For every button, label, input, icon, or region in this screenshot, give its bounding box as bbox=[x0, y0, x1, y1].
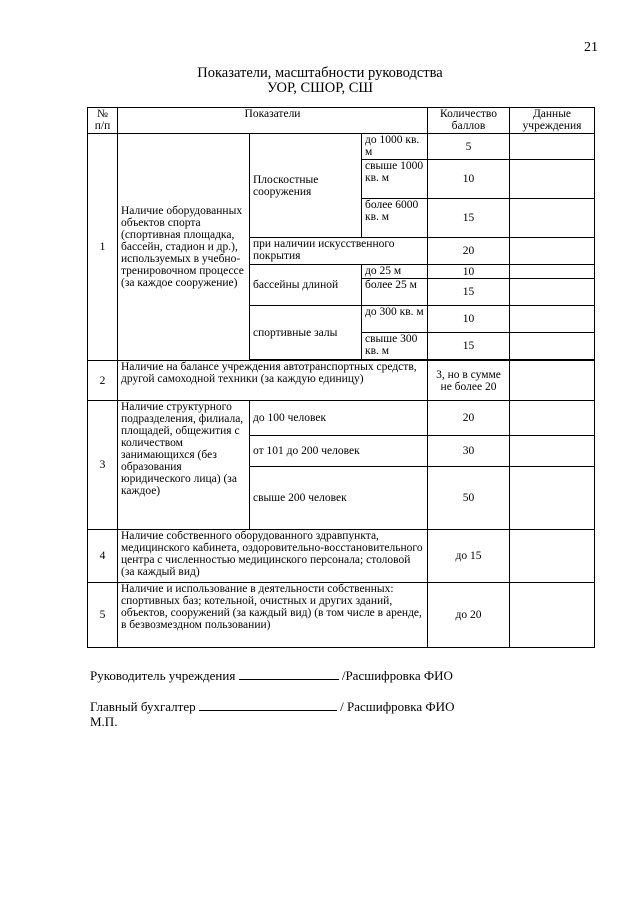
row-5-num: 5 bbox=[88, 583, 118, 648]
head-signature-line bbox=[90, 667, 453, 684]
accountant-label: Главный бухгалтер bbox=[90, 699, 196, 714]
page-number: 21 bbox=[584, 40, 598, 55]
row-1-pools-points-1: 10 bbox=[428, 265, 510, 279]
row-1-data-6[interactable] bbox=[510, 279, 595, 306]
row-5-desc: Наличие и использование в деятельности собственных: спортивных баз; котельной, очистных и других зданий, объектов, сооружений (за каждый вид) (в том числе в аренде, в безвозмездном пользовании) bbox=[118, 583, 428, 648]
row-1-flat-size-3: более 6000 кв. м bbox=[362, 199, 428, 238]
header-data: Данные учреждения bbox=[510, 108, 595, 134]
table-row bbox=[88, 583, 595, 648]
table-row bbox=[88, 530, 595, 583]
row-1-flat-size-2: свыше 1000 кв. м bbox=[362, 160, 428, 199]
title-line-2: УОР, СШОР, СШ bbox=[266, 80, 374, 96]
page-title bbox=[0, 66, 640, 96]
row-2-desc: Наличие на балансе учреждения автотранспортных средств, другой самоходной техники (за каждую единицу) bbox=[118, 361, 428, 401]
head-signature-field[interactable] bbox=[239, 667, 339, 680]
row-3-desc: Наличие структурного подразделения, филиала, площадей, общежития с количеством занимающихся (без образования юридического лица) (за каждое) bbox=[118, 401, 250, 530]
row-1-flat-points-3: 15 bbox=[428, 199, 510, 238]
row-1-flat-size-1: до 1000 кв. м bbox=[362, 134, 428, 160]
row-3-num: 3 bbox=[88, 401, 118, 530]
title-line-1: Показатели, масштабности руководства bbox=[197, 65, 443, 81]
row-4-desc: Наличие собственного оборудованного здравпункта, медицинского кабинета, оздоровительно-восстановительного центра с численностью медицинского персонала; столовой (за каждый вид) bbox=[118, 530, 428, 583]
row-1-artificial-points: 20 bbox=[428, 238, 510, 265]
row-1-data-2[interactable] bbox=[510, 160, 595, 199]
row-1-pools-points-2: 15 bbox=[428, 279, 510, 306]
row-1-data-1[interactable] bbox=[510, 134, 595, 160]
accountant-signature-line bbox=[90, 698, 454, 715]
indicators-table bbox=[87, 107, 595, 648]
row-1-halls-points-1: 10 bbox=[428, 306, 510, 333]
row-1-pools-size-1: до 25 м bbox=[362, 265, 428, 279]
row-1-flat-points-1: 5 bbox=[428, 134, 510, 160]
stamp-label: М.П. bbox=[90, 714, 118, 729]
header-points: Количество баллов bbox=[428, 108, 510, 134]
table-row bbox=[88, 361, 595, 401]
row-3-points-1: 20 bbox=[428, 401, 510, 436]
header-num: № п/п bbox=[88, 108, 118, 134]
row-5-points: до 20 bbox=[428, 583, 510, 648]
row-1-data-7[interactable] bbox=[510, 306, 595, 333]
accountant-sig-decoding: / Расшифровка ФИО bbox=[340, 699, 455, 714]
table-header-row bbox=[88, 108, 595, 134]
row-3-points-3: 50 bbox=[428, 467, 510, 530]
row-1-num: 1 bbox=[88, 134, 118, 361]
row-2-points: 3, но в сумме не более 20 bbox=[428, 361, 510, 401]
row-2-data[interactable] bbox=[510, 361, 595, 401]
row-1-halls-size-2: свыше 300 кв. м bbox=[362, 333, 428, 360]
row-5-data[interactable] bbox=[510, 583, 595, 648]
row-1-artificial-label: при наличии искусственного покрытия bbox=[250, 238, 428, 265]
row-4-num: 4 bbox=[88, 530, 118, 583]
row-1-halls-label: спортивные залы bbox=[250, 306, 362, 360]
row-1-data-5[interactable] bbox=[510, 265, 595, 279]
row-1-halls-points-2: 15 bbox=[428, 333, 510, 360]
head-sig-decoding: /Расшифровка ФИО bbox=[341, 668, 453, 683]
accountant-signature-field[interactable] bbox=[199, 698, 337, 711]
header-indicators: Показатели bbox=[118, 108, 428, 134]
table-row bbox=[88, 401, 595, 436]
row-1-pools-label: бассейны длиной bbox=[250, 265, 362, 306]
table-row bbox=[88, 134, 595, 160]
row-3-data-2[interactable] bbox=[510, 436, 595, 467]
row-3-size-3: свыше 200 человек bbox=[250, 467, 428, 530]
row-1-desc: Наличие оборудованных объектов спорта (спортивная площадка, бассейн, стадион и др.), используемых в учебно-тренировочном процессе (за каждое сооружение) bbox=[118, 134, 250, 361]
row-2-num: 2 bbox=[88, 361, 118, 401]
row-1-pools-size-2: более 25 м bbox=[362, 279, 428, 306]
row-3-size-1: до 100 человек bbox=[250, 401, 428, 436]
row-1-data-8[interactable] bbox=[510, 333, 595, 360]
row-3-size-2: от 101 до 200 человек bbox=[250, 436, 428, 467]
row-4-data[interactable] bbox=[510, 530, 595, 583]
row-3-data-3[interactable] bbox=[510, 467, 595, 530]
row-1-flat-label: Плоскостные сооружения bbox=[250, 134, 362, 238]
row-1-data-4[interactable] bbox=[510, 238, 595, 265]
row-1-halls-size-1: до 300 кв. м bbox=[362, 306, 428, 333]
row-4-points: до 15 bbox=[428, 530, 510, 583]
head-label: Руководитель учреждения bbox=[90, 668, 236, 683]
row-3-points-2: 30 bbox=[428, 436, 510, 467]
row-1-flat-points-2: 10 bbox=[428, 160, 510, 199]
row-3-data-1[interactable] bbox=[510, 401, 595, 436]
row-1-data-3[interactable] bbox=[510, 199, 595, 238]
